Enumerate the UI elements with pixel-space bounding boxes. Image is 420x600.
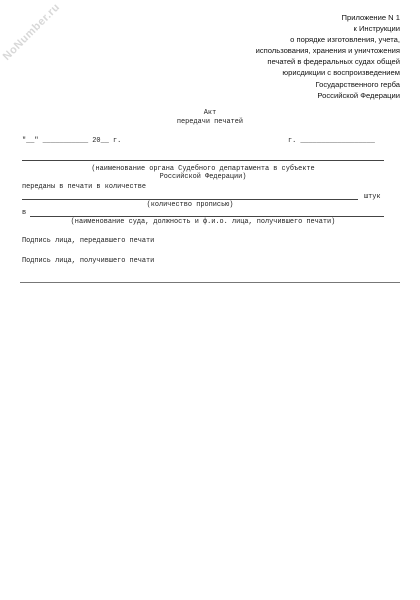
organ-name-line <box>22 160 384 161</box>
appendix-line: к Инструкции <box>353 24 400 34</box>
transfer-label: переданы в печати в количестве <box>22 183 147 191</box>
organ-caption: (наименование органа Судебного департамента в субъекте <box>91 165 315 173</box>
signature-giver: Подпись лица, передавшего печати <box>22 237 155 245</box>
quantity-caption: (количество прописью) <box>146 201 234 209</box>
to-label: в <box>22 209 27 217</box>
appendix-line: Российской Федерации <box>317 90 400 100</box>
document-subtitle: передачи печатей <box>176 118 244 126</box>
pieces-label: штук <box>364 193 381 201</box>
watermark: NoNumber.ru <box>0 1 63 63</box>
appendix-line: Государственного герба <box>315 79 400 89</box>
signature-receiver: Подпись лица, получившего печати <box>22 257 155 265</box>
date-field: "__" ___________ 20__ г. <box>22 137 122 145</box>
city-field: г. __________________ <box>288 137 375 145</box>
quantity-line <box>22 199 358 200</box>
appendix-line: использования, хранения и уничтожения <box>255 46 400 56</box>
appendix-header <box>256 12 400 101</box>
recipient-caption: (наименование суда, должность и ф.и.о. лица, получившего печати) <box>70 218 336 226</box>
appendix-line: Приложение N 1 <box>341 13 400 22</box>
organ-caption: Российской Федерации) <box>159 173 247 181</box>
appendix-line: печатей в федеральных судах общей <box>267 57 400 67</box>
divider <box>20 282 400 283</box>
appendix-line: о порядке изготовления, учета, <box>290 35 400 45</box>
appendix-line: юрисдикции с воспроизведением <box>282 68 400 78</box>
document-title: Акт <box>203 109 217 117</box>
recipient-line <box>30 216 384 217</box>
